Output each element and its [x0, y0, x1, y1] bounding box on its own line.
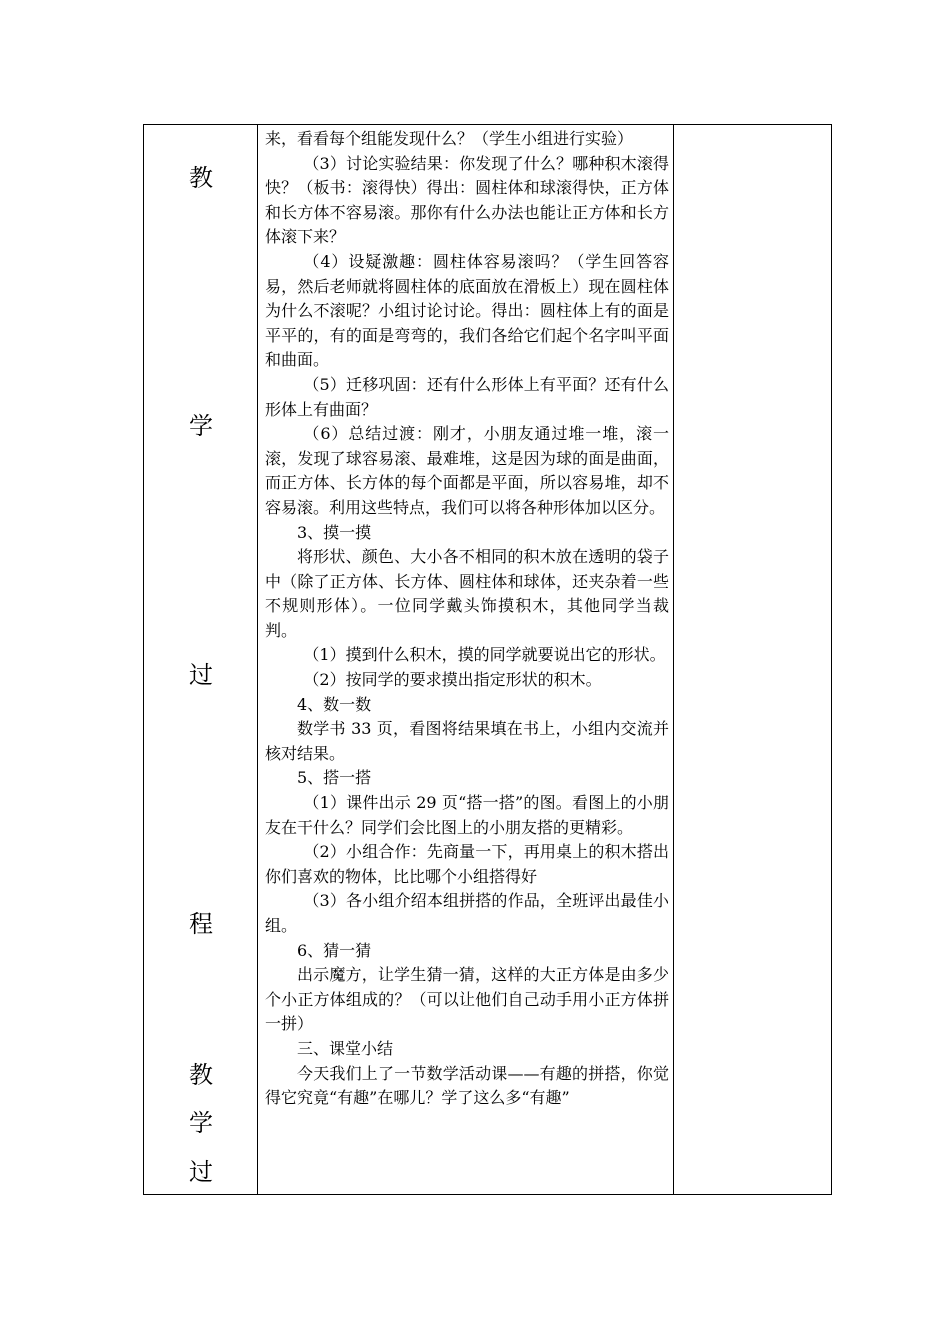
paragraph: （3）各小组介绍本组拼搭的作品，全班评出最佳小组。 — [265, 891, 669, 935]
paragraph: （2）按同学的要求摸出指定形状的积木。 — [303, 670, 602, 690]
section-heading: 3、摸一摸 — [297, 522, 372, 542]
paragraph: （1）摸到什么积木，摸的同学就要说出它的形状。 — [303, 645, 666, 665]
lesson-table — [143, 124, 832, 1195]
paragraph: 将形状、颜色、大小各不相同的积木放在透明的袋子中（除了正方体、长方体、圆柱体和球体，还夹杂着一些不规则形体）。一位同学戴头饰摸积木，其他同学当裁判。 — [265, 547, 669, 640]
paragraph: 出示魔方，让学生猜一猜，这样的大正方体是由多少个小正方体组成的？（可以让他们自己动手用小正方体拼一拼） — [265, 965, 669, 1034]
paragraph: （2）小组合作：先商量一下，再用桌上的积木搭出你们喜欢的物体，比比哪个小组搭得好 — [265, 842, 669, 886]
paragraph: 数学书 33 页，看图将结果填在书上，小组内交流并核对结果。 — [265, 719, 669, 763]
column-label-char: 学 — [189, 1109, 213, 1137]
paragraph: 今天我们上了一节数学活动课——有趣的拼搭，你觉得它究竟“有趣”在哪儿？学了这么多“有趣” — [265, 1063, 669, 1108]
column-label-char: 过 — [189, 1158, 213, 1186]
right-column-divider — [673, 125, 674, 1194]
column-label-char: 教 — [189, 1061, 213, 1089]
paragraph: （4）设疑激趣：圆柱体容易滚吗？（学生回答容易，然后老师就将圆柱体的底面放在滑板上）现在圆柱体为什么不滚呢？小组讨论讨论。得出：圆柱体上有的面是平平的，有的面是弯弯的，我们各给它们起个名字叫平面和曲面。 — [265, 251, 669, 370]
paragraph: （6）总结过渡：刚才，小朋友通过堆一堆，滚一滚，发现了球容易滚、最难堆，这是因为球的面是曲面， 而正方体、长方体的每个面都是平面，所以容易堆，却不容易滚。利用这些特点，我们可以将各种形体加以区分。 — [265, 424, 669, 517]
column-label-char: 学 — [189, 412, 213, 440]
section-heading: 6、猜一猜 — [297, 940, 372, 960]
paragraph: （1）课件出示 29 页“搭一搭”的图。看图上的小朋友在干什么？同学们会比图上的小朋友搭的更精彩。 — [265, 793, 669, 837]
section-heading: 三、课堂小结 — [297, 1038, 394, 1058]
section-heading: 5、搭一搭 — [297, 768, 372, 788]
text-line: 来，看看每个组能发现什么？（学生小组进行实验） — [265, 129, 634, 148]
section-heading: 4、数一数 — [297, 694, 372, 714]
process-label-column — [144, 125, 258, 1194]
column-label-char: 教 — [189, 164, 213, 192]
paragraph: （5）迁移巩固：还有什么形体上有平面？还有什么形体上有曲面？ — [265, 374, 669, 419]
column-label-char: 程 — [189, 910, 213, 938]
column-label-char: 过 — [189, 661, 213, 689]
lesson-content — [265, 127, 669, 1111]
paragraph: （3）讨论实验结果：你发现了什么？哪种积木滚得快？（板书：滚得快）得出：圆柱体和球滚得快，正方体和长方体不容易滚。那你有什么办法也能让正方体和长方体滚下来？ — [265, 153, 669, 247]
